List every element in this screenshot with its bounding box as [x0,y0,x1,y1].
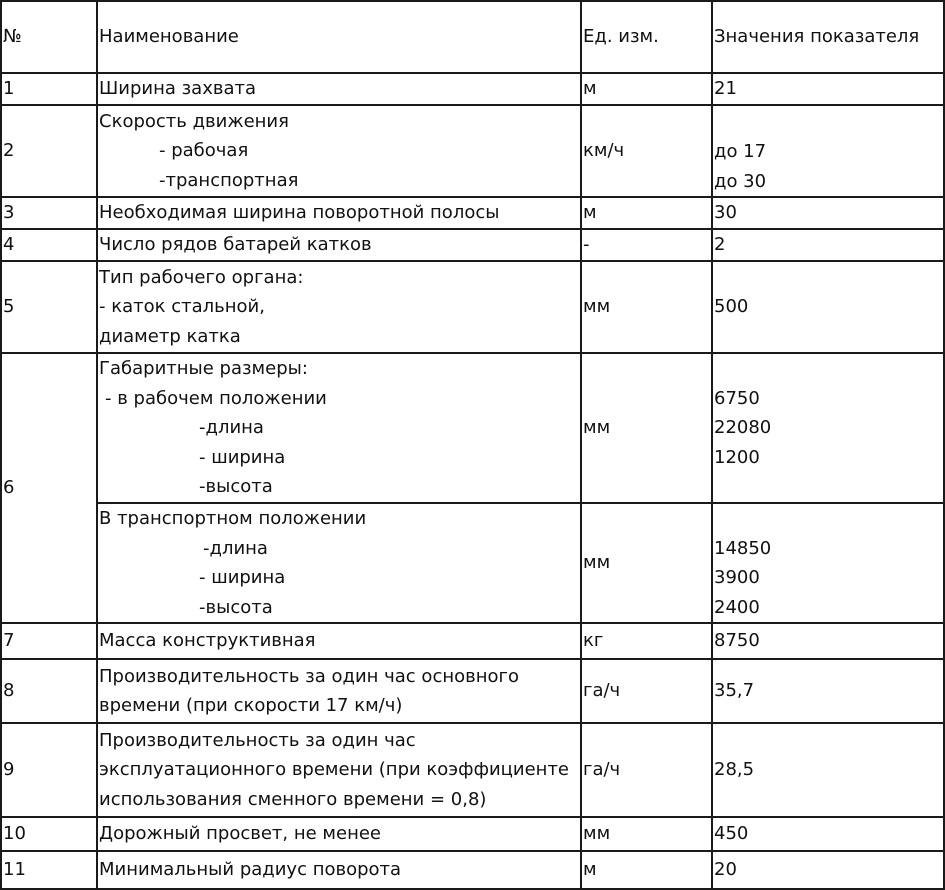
row-unit: га/ч [581,659,712,723]
row-value: 30 [712,197,944,229]
row-unit: км/ч [581,105,712,197]
table-header-row [1,1,944,73]
row-value: 14850 3900 2400 [712,503,944,623]
row-number: 2 [1,105,97,197]
header-name: Наименование [97,1,581,73]
row-number: 1 [1,73,97,105]
row-name: Тип рабочего органа: - каток стальной, диаметр катка [97,261,581,353]
row-name: Масса конструктивная [97,623,581,659]
table-row [1,229,944,261]
row-number: 7 [1,623,97,659]
row-value: 2 [712,229,944,261]
row-unit: мм [581,817,712,851]
row-name: Скорость движения - рабочая -транспортная [97,105,581,197]
row-unit: м [581,851,712,889]
table-row [1,261,944,353]
row-value: 20 [712,851,944,889]
table-row [1,197,944,229]
row-name: Производительность за один час основного времени (при скорости 17 км/ч) [97,659,581,723]
row-value: 500 [712,261,944,353]
row-number: 6 [1,353,97,623]
row-number: 11 [1,851,97,889]
table-row [1,817,944,851]
table-row [1,105,944,197]
row-number: 9 [1,723,97,817]
row-number: 10 [1,817,97,851]
header-value: Значения показателя [712,1,944,73]
row-value: до 17 до 30 [712,105,944,197]
row-name: Ширина захвата [97,73,581,105]
table-row [1,623,944,659]
row-value: 6750 22080 1200 [712,353,944,503]
table-row [1,851,944,889]
row-unit: мм [581,503,712,623]
row-value: 28,5 [712,723,944,817]
row-name: Необходимая ширина поворотной полосы [97,197,581,229]
row-name: Габаритные размеры: - в рабочем положении -длина - ширина -высота [97,353,581,503]
row-value: 21 [712,73,944,105]
header-number: № [1,1,97,73]
row-name: Минимальный радиус поворота [97,851,581,889]
row-value: 8750 [712,623,944,659]
row-number: 5 [1,261,97,353]
row-value: 450 [712,817,944,851]
row-unit: м [581,73,712,105]
row-unit: кг [581,623,712,659]
row-unit: мм [581,261,712,353]
row-name: В транспортном положении -длина - ширина -высота [97,503,581,623]
row-unit: мм [581,353,712,503]
row-number: 8 [1,659,97,723]
row-number: 3 [1,197,97,229]
table-row [1,503,944,623]
row-name: Число рядов батарей катков [97,229,581,261]
table-row [1,353,944,503]
row-name: Дорожный просвет, не менее [97,817,581,851]
table-row [1,723,944,817]
table-row [1,659,944,723]
header-unit: Ед. изм. [581,1,712,73]
row-unit: га/ч [581,723,712,817]
row-number: 4 [1,229,97,261]
row-name: Производительность за один час эксплуатационного времени (при коэффициенте использования сменного времени = 0,8) [97,723,581,817]
row-unit: м [581,197,712,229]
table-row [1,73,944,105]
row-value: 35,7 [712,659,944,723]
row-unit: - [581,229,712,261]
